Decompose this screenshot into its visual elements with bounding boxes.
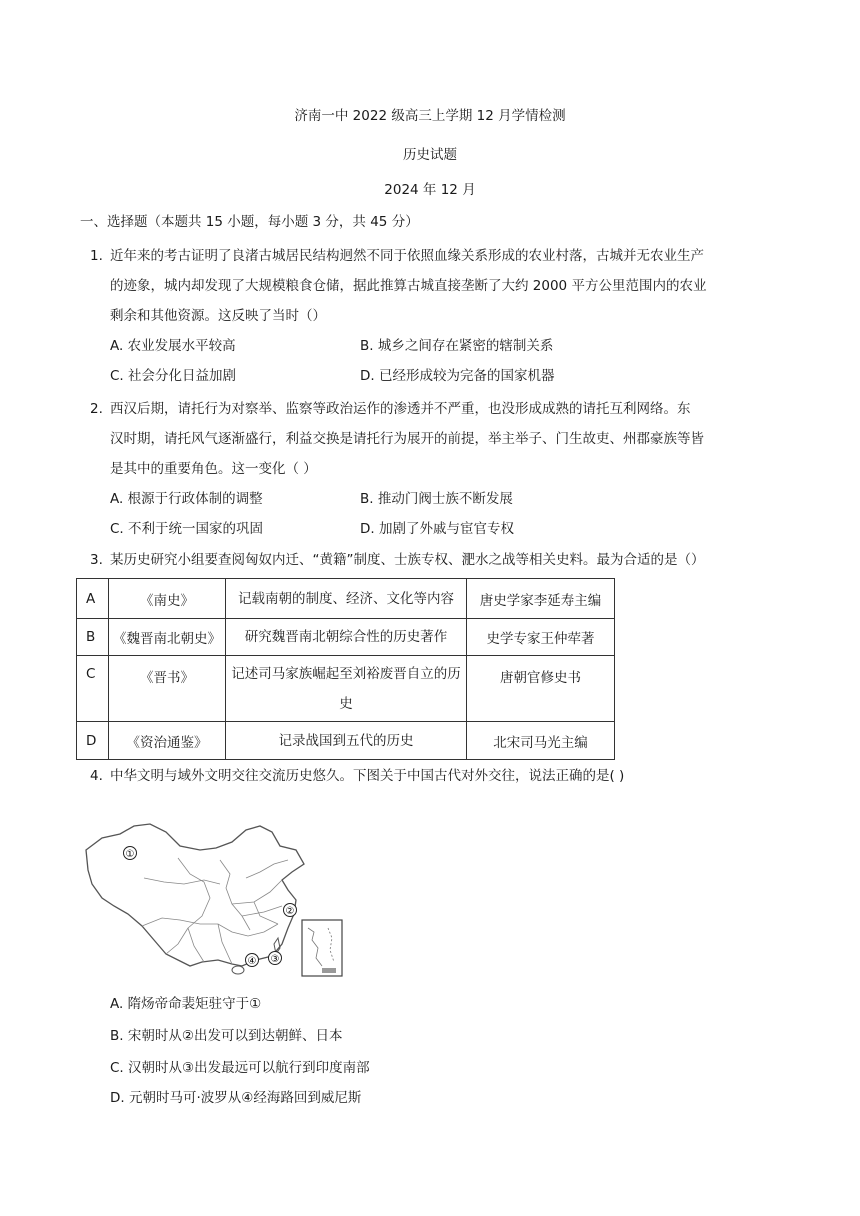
- book-author: 唐史学家李延寿主编: [467, 579, 615, 619]
- question-stem-line: 西汉后期，请托行为对察举、监察等政治运作的渗透并不严重，也没形成成熟的请托互利网络。东: [110, 401, 691, 417]
- marker-1: [124, 847, 137, 861]
- book-title: 《魏晋南北朝史》: [109, 619, 226, 656]
- book-description: 记述司马家族崛起至刘裕废晋自立的历史: [226, 656, 467, 722]
- marker-4: [246, 954, 259, 968]
- book-author: 史学专家王仲荦著: [467, 619, 615, 656]
- sources-table: [76, 578, 615, 760]
- question-stem: 某历史研究小组要查阅匈奴内迁、“黄籍”制度、士族专权、淝水之战等相关史料。最为合适的是（）: [110, 552, 705, 568]
- hainan-island: [232, 966, 244, 974]
- marker-3-label: ③: [270, 954, 280, 965]
- option-a: A. 农业发展水平较高: [110, 338, 236, 354]
- option-d: D. 元朝时马可·波罗从④经海路回到威尼斯: [110, 1090, 362, 1106]
- question-number: 1.: [90, 248, 103, 264]
- marker-2-label: ②: [285, 906, 295, 917]
- option-a: A. 根源于行政体制的调整: [110, 491, 263, 507]
- china-map: [82, 820, 352, 980]
- question-stem-line: 是其中的重要角色。这一变化（ ）: [110, 461, 317, 477]
- row-key: C: [77, 656, 109, 722]
- map-outline: [86, 824, 304, 966]
- table-row: [77, 579, 615, 619]
- book-title: 《资治通鉴》: [109, 722, 226, 760]
- marker-1-label: ①: [125, 849, 135, 860]
- section-heading: 一、选择题（本题共 15 小题，每小题 3 分，共 45 分）: [80, 214, 419, 230]
- exam-subject: 历史试题: [403, 147, 457, 163]
- marker-2: [284, 904, 297, 918]
- row-key: B: [77, 619, 109, 656]
- table-row: [77, 619, 615, 656]
- option-c: C. 社会分化日益加剧: [110, 368, 237, 384]
- question-stem-line: 近年来的考古证明了良渚古城居民结构迥然不同于依照血缘关系形成的农业村落，古城并无农业生产: [110, 248, 704, 264]
- question-number: 3.: [90, 552, 103, 568]
- question-stem-line: 剩余和其他资源。这反映了当时（）: [110, 308, 326, 324]
- option-b: B. 推动门阀士族不断发展: [360, 491, 513, 507]
- option-c: C. 汉朝时从③出发最远可以航行到印度南部: [110, 1060, 370, 1076]
- option-d: D. 加剧了外戚与宦官专权: [360, 521, 514, 537]
- question-stem: 中华文明与域外文明交往交流历史悠久。下图关于中国古代对外交往，说法正确的是( ): [110, 768, 625, 784]
- book-description: 记录战国到五代的历史: [226, 722, 467, 760]
- table-row: [77, 722, 615, 760]
- south-china-sea-inset: [302, 920, 342, 976]
- question-number: 4.: [90, 768, 103, 784]
- option-b: B. 城乡之间存在紧密的辖制关系: [360, 338, 554, 354]
- book-author: 北宋司马光主编: [467, 722, 615, 760]
- book-description: 记载南朝的制度、经济、文化等内容: [226, 579, 467, 619]
- question-stem-line: 汉时期，请托风气逐渐盛行，利益交换是请托行为展开的前提，举主举子、门生故吏、州郡豪族等皆: [110, 431, 704, 447]
- book-description: 研究魏晋南北朝综合性的历史著作: [226, 619, 467, 656]
- marker-3: [269, 952, 282, 966]
- row-key: D: [77, 722, 109, 760]
- exam-title: 济南一中 2022 级高三上学期 12 月学情检测: [294, 108, 566, 124]
- table-row: [77, 656, 615, 722]
- book-title: 《晋书》: [109, 656, 226, 722]
- option-d: D. 已经形成较为完备的国家机器: [360, 368, 555, 384]
- option-c: C. 不利于统一国家的巩固: [110, 521, 264, 537]
- province-borders: [142, 858, 288, 964]
- option-a: A. 隋炀帝命裴矩驻守于①: [110, 996, 262, 1012]
- book-author: 唐朝官修史书: [467, 656, 615, 722]
- question-number: 2.: [90, 401, 103, 417]
- row-key: A: [77, 579, 109, 619]
- question-stem-line: 的迹象，城内却发现了大规模粮食仓储，据此推算古城直接垄断了大约 2000 平方公里范围内的农业: [110, 278, 707, 294]
- book-title: 《南史》: [109, 579, 226, 619]
- exam-date: 2024 年 12 月: [384, 182, 476, 198]
- option-b: B. 宋朝时从②出发可以到达朝鲜、日本: [110, 1028, 343, 1044]
- marker-4-label: ④: [247, 956, 257, 967]
